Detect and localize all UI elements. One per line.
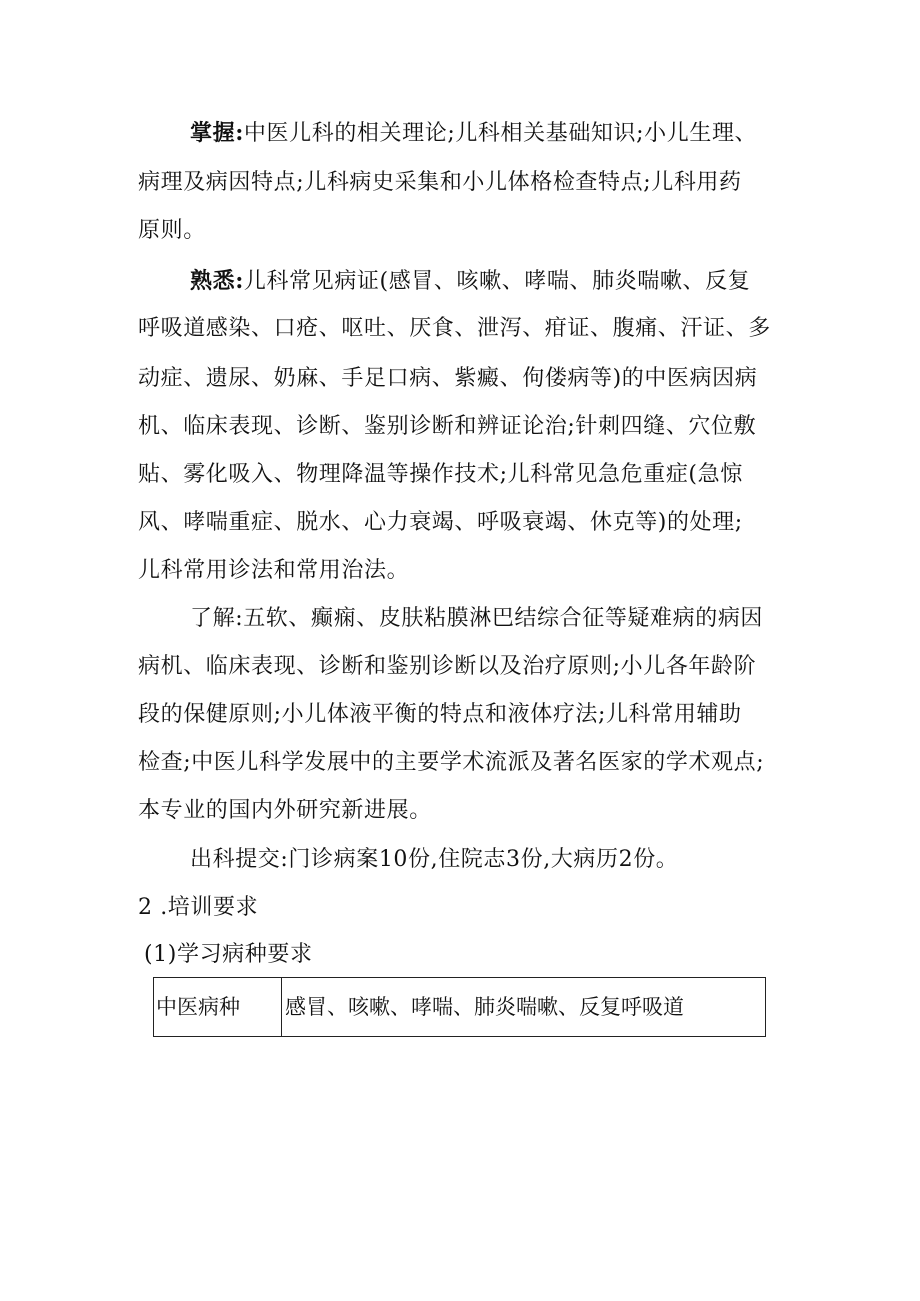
subsection-heading-disease-requirements: (1)学习病种要求 [144, 942, 313, 967]
master-label: 掌握: [190, 120, 244, 146]
understand-paragraph-line-3: 段的保健原则;小儿体液平衡的特点和液体疗法;儿科常用辅助 [138, 702, 742, 727]
understand-paragraph-line-4: 检查;中医儿科学发展中的主要学术流派及著名医家的学术观点; [138, 750, 765, 775]
familiar-paragraph-line-1 [190, 266, 750, 297]
familiar-paragraph-line-5: 贴、雾化吸入、物理降温等操作技术;儿科常见急危重症(急惊 [138, 462, 743, 487]
submission-line: 出科提交:门诊病案10份,住院志3份,大病历2份。 [190, 847, 679, 872]
familiar-paragraph-line-6: 风、哮喘重症、脱水、心力衰竭、呼吸衰竭、休克等)的处理; [138, 510, 743, 535]
master-paragraph-line-1 [190, 118, 757, 149]
master-paragraph-line-2: 病理及病因特点;儿科病史采集和小儿体格检查特点;儿科用药 [138, 170, 742, 195]
understand-paragraph-line-5: 本专业的国内外研究新进展。 [138, 798, 432, 823]
master-paragraph-line-3: 原则。 [138, 218, 206, 243]
table-header-cell: 中医病种 [154, 978, 282, 1036]
familiar-label: 熟悉: [190, 268, 244, 294]
disease-table [153, 977, 766, 1037]
familiar-paragraph-line-2: 呼吸道感染、口疮、呕吐、厌食、泄泻、疳证、腹痛、汗证、多 [138, 316, 771, 341]
understand-paragraph-line-2: 病机、临床表现、诊断和鉴别诊断以及治疗原则;小儿各年龄阶 [138, 654, 757, 679]
familiar-paragraph-line-4: 机、临床表现、诊断、鉴别诊断和辨证论治;针刺四缝、穴位敷 [138, 414, 757, 439]
table-body-cell: 感冒、咳嗽、哮喘、肺炎喘嗽、反复呼吸道 [285, 995, 684, 1019]
familiar-text-1: 儿科常见病证(感冒、咳嗽、哮喘、肺炎喘嗽、反复 [243, 269, 751, 294]
section-heading-training-requirements: 2 .培训要求 [138, 895, 259, 920]
understand-paragraph-line-1: 了解:五软、癫痫、皮肤粘膜淋巴结综合征等疑难病的病因 [190, 606, 764, 631]
familiar-paragraph-line-7: 儿科常用诊法和常用治法。 [138, 558, 410, 583]
familiar-paragraph-line-3: 动症、遗尿、奶麻、手足口病、紫癜、佝偻病等)的中医病因病 [138, 366, 758, 391]
master-text-1: 中医儿科的相关理论;儿科相关基础知识;小儿生理、 [243, 121, 758, 146]
